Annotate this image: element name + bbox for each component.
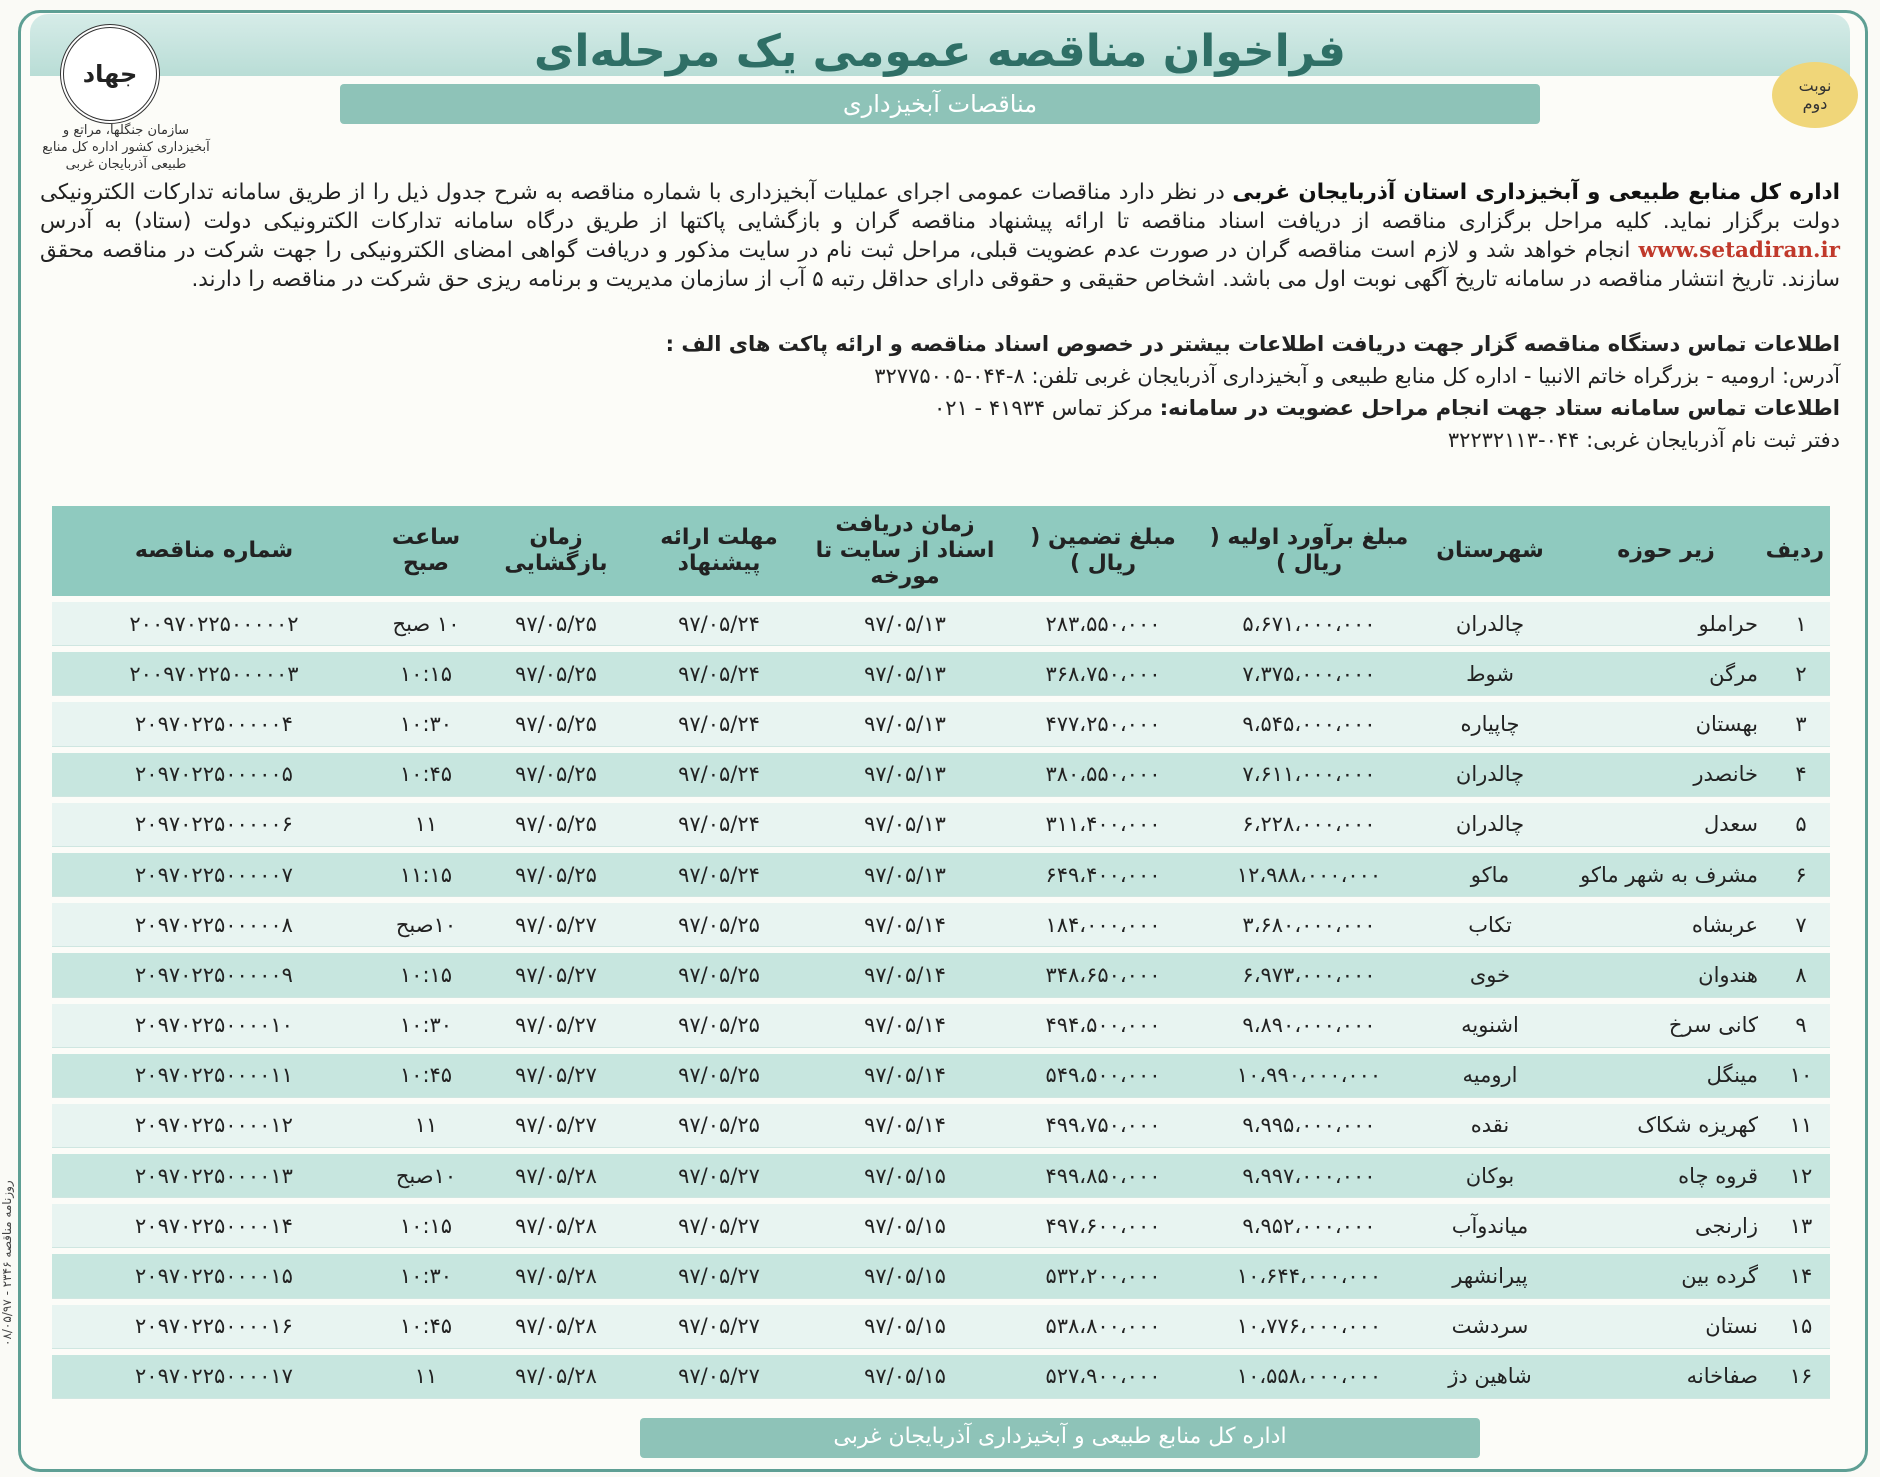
intro-text-2: انجام خواهد شد و لازم است مناقصه گران در صورت عدم عضویت قبلی، مراحل ثبت نام در سایت مذکور و دریافت گواهی امضای الکترونیکی را جهت شرکت در مناقصه محقق سازند. تاریخ انتشار مناقصه در سامانه تاریخ آگهی نوبت اول می باشد. اشخاص حقیقی و حقوقی دارای حداقل رتبه ۵ آب از سازمان مدیریت و برنامه ریزی حق شرکت در مناقصه را دارند.: [40, 238, 1840, 292]
cell-opening: ۹۷/۰۵/۲۸: [476, 1204, 636, 1248]
cell-deadline: ۹۷/۰۵/۲۴: [636, 853, 802, 897]
cell-city: خوی: [1420, 953, 1560, 997]
cell-estimate: ۱۰،۵۵۸،۰۰۰،۰۰۰: [1198, 1355, 1420, 1399]
cell-guarantee: ۵۳۸،۸۰۰،۰۰۰: [1008, 1305, 1198, 1349]
cell-hour: ۱۰:۴۵: [376, 753, 476, 797]
contact-heading-2-text: اطلاعات تماس سامانه ستاد جهت انجام مراحل عضویت در سامانه:: [1159, 396, 1840, 420]
cell-deadline: ۹۷/۰۵/۲۴: [636, 602, 802, 646]
cell-area: هندوان: [1560, 953, 1772, 997]
header-hour: ساعت صبح: [376, 506, 476, 596]
cell-city: چالدران: [1420, 602, 1560, 646]
cell-hour: ۱۱:۱۵: [376, 853, 476, 897]
cell-hour: ۱۰:۳۰: [376, 1254, 476, 1298]
cell-deadline: ۹۷/۰۵/۲۷: [636, 1154, 802, 1198]
cell-receive: ۹۷/۰۵/۱۳: [802, 652, 1008, 696]
cell-receive: ۹۷/۰۵/۱۳: [802, 803, 1008, 847]
cell-city: شاهین دژ: [1420, 1355, 1560, 1399]
cell-receive: ۹۷/۰۵/۱۴: [802, 1104, 1008, 1148]
cell-receive: ۹۷/۰۵/۱۴: [802, 953, 1008, 997]
cell-area: کهریزه شکاک: [1560, 1104, 1772, 1148]
cell-deadline: ۹۷/۰۵/۲۵: [636, 1104, 802, 1148]
cell-hour: ۱۰:۱۵: [376, 1204, 476, 1248]
cell-receive: ۹۷/۰۵/۱۴: [802, 1004, 1008, 1048]
cell-estimate: ۹،۸۹۰،۰۰۰،۰۰۰: [1198, 1004, 1420, 1048]
cell-tender-no: ۲۰۹۷۰۲۲۵۰۰۰۰۱۲: [52, 1104, 376, 1148]
cell-tender-no: ۲۰۹۷۰۲۲۵۰۰۰۰۰۸: [52, 903, 376, 947]
cell-guarantee: ۲۸۳،۵۵۰،۰۰۰: [1008, 602, 1198, 646]
cell-guarantee: ۵۴۹،۵۰۰،۰۰۰: [1008, 1054, 1198, 1098]
cell-city: ارومیه: [1420, 1054, 1560, 1098]
cell-deadline: ۹۷/۰۵/۲۵: [636, 1004, 802, 1048]
cell-deadline: ۹۷/۰۵/۲۷: [636, 1254, 802, 1298]
badge-line-1: نوبت: [1798, 76, 1832, 95]
table-row: [52, 1355, 1830, 1399]
cell-row: ۹: [1772, 1004, 1830, 1048]
cell-estimate: ۹،۹۹۵،۰۰۰،۰۰۰: [1198, 1104, 1420, 1148]
cell-hour: ۱۰صبح: [376, 903, 476, 947]
cell-area: مشرف به شهر ماکو: [1560, 853, 1772, 897]
cell-opening: ۹۷/۰۵/۲۵: [476, 702, 636, 746]
cell-row: ۷: [1772, 903, 1830, 947]
cell-row: ۱۰: [1772, 1054, 1830, 1098]
cell-guarantee: ۱۸۴،۰۰۰،۰۰۰: [1008, 903, 1198, 947]
cell-receive: ۹۷/۰۵/۱۴: [802, 1054, 1008, 1098]
cell-estimate: ۹،۹۹۷،۰۰۰،۰۰۰: [1198, 1154, 1420, 1198]
page-title: فراخوان مناقصه عمومی یک مرحله‌ای: [534, 26, 1346, 77]
cell-deadline: ۹۷/۰۵/۲۷: [636, 1204, 802, 1248]
cell-area: حراملو: [1560, 602, 1772, 646]
header-receive: زمان دریافت اسناد از سایت تا مورخه: [802, 506, 1008, 596]
table-row: [52, 903, 1830, 947]
cell-opening: ۹۷/۰۵/۲۸: [476, 1355, 636, 1399]
header-area: زیر حوزه: [1560, 506, 1772, 596]
table-row: [52, 1104, 1830, 1148]
cell-row: ۴: [1772, 753, 1830, 797]
cell-opening: ۹۷/۰۵/۲۸: [476, 1305, 636, 1349]
cell-guarantee: ۴۷۷،۲۵۰،۰۰۰: [1008, 702, 1198, 746]
cell-guarantee: ۳۸۰،۵۵۰،۰۰۰: [1008, 753, 1198, 797]
contact-heading-1-text: اطلاعات تماس دستگاه مناقصه گزار جهت دریافت اطلاعات بیشتر در خصوص اسناد مناقصه و ارائه پاکت های الف :: [665, 332, 1840, 356]
cell-hour: ۱۰:۴۵: [376, 1054, 476, 1098]
cell-row: ۸: [1772, 953, 1830, 997]
title-band: [30, 14, 1850, 76]
header-opening: زمان بازگشایی: [476, 506, 636, 596]
organization-name: اداره کل منابع طبیعی و آبخیزداری استان آذربایجان غربی: [1232, 180, 1840, 205]
cell-estimate: ۹،۵۴۵،۰۰۰،۰۰۰: [1198, 702, 1420, 746]
cell-row: ۱۵: [1772, 1305, 1830, 1349]
cell-tender-no: ۲۰۹۷۰۲۲۵۰۰۰۰۰۵: [52, 753, 376, 797]
cell-opening: ۹۷/۰۵/۲۷: [476, 1004, 636, 1048]
contact-address: آدرس: ارومیه - بزرگراه خاتم الانبیا - اداره کل منابع طبیعی و آبخیزداری آذربایجان غربی تلفن: ۸-۰۴۴-۳۲۷۷۵۰۰۵: [874, 364, 1840, 388]
cell-row: ۵: [1772, 803, 1830, 847]
cell-row: ۳: [1772, 702, 1830, 746]
cell-deadline: ۹۷/۰۵/۲۷: [636, 1355, 802, 1399]
header-city: شهرستان: [1420, 506, 1560, 596]
cell-area: سعدل: [1560, 803, 1772, 847]
table-row: [52, 702, 1830, 746]
cell-hour: ۱۰:۳۰: [376, 702, 476, 746]
subtitle-band: [340, 84, 1540, 124]
side-note: روزنامه مناقصه ۲۳۴۶ - ۰۸/۰۵/۹۷: [0, 1180, 14, 1346]
cell-tender-no: ۲۰۹۷۰۲۲۵۰۰۰۰۱۴: [52, 1204, 376, 1248]
header-deadline: مهلت ارائه پیشنهاد: [636, 506, 802, 596]
cell-hour: ۱۱: [376, 803, 476, 847]
cell-receive: ۹۷/۰۵/۱۳: [802, 602, 1008, 646]
cell-tender-no: ۲۰۹۷۰۲۲۵۰۰۰۰۰۹: [52, 953, 376, 997]
cell-row: ۱۶: [1772, 1355, 1830, 1399]
header-guarantee: مبلغ تضمین ( ریال ): [1008, 506, 1198, 596]
footer-band: [640, 1418, 1480, 1458]
cell-estimate: ۳،۶۸۰،۰۰۰،۰۰۰: [1198, 903, 1420, 947]
cell-area: نستان: [1560, 1305, 1772, 1349]
cell-receive: ۹۷/۰۵/۱۳: [802, 753, 1008, 797]
table-row: [52, 853, 1830, 897]
setad-url-link[interactable]: www.setadiran.ir: [1638, 238, 1840, 263]
tenders-table: [52, 500, 1830, 1405]
cell-deadline: ۹۷/۰۵/۲۴: [636, 753, 802, 797]
cell-hour: ۱۱: [376, 1355, 476, 1399]
cell-deadline: ۹۷/۰۵/۲۴: [636, 702, 802, 746]
cell-row: ۱۳: [1772, 1204, 1830, 1248]
badge-line-2: دوم: [1802, 94, 1828, 113]
cell-estimate: ۶،۹۷۳،۰۰۰،۰۰۰: [1198, 953, 1420, 997]
cell-tender-no: ۲۰۹۷۰۲۲۵۰۰۰۰۱۱: [52, 1054, 376, 1098]
cell-area: گرده بین: [1560, 1254, 1772, 1298]
table-row: [52, 602, 1830, 646]
cell-tender-no: ۲۰۰۹۷۰۲۲۵۰۰۰۰۰۳: [52, 652, 376, 696]
cell-tender-no: ۲۰۹۷۰۲۲۵۰۰۰۰۱۷: [52, 1355, 376, 1399]
cell-hour: ۱۰:۱۵: [376, 953, 476, 997]
cell-receive: ۹۷/۰۵/۱۵: [802, 1204, 1008, 1248]
cell-opening: ۹۷/۰۵/۲۵: [476, 803, 636, 847]
table-body: [52, 602, 1830, 1399]
cell-tender-no: ۲۰۹۷۰۲۲۵۰۰۰۰۱۳: [52, 1154, 376, 1198]
cell-city: نقده: [1420, 1104, 1560, 1148]
table-row: [52, 803, 1830, 847]
registration-office: دفتر ثبت نام آذربایجان غربی: ۰۴۴-۳۲۲۳۲۱۱۳: [1447, 428, 1840, 452]
cell-receive: ۹۷/۰۵/۱۴: [802, 903, 1008, 947]
cell-deadline: ۹۷/۰۵/۲۴: [636, 652, 802, 696]
header-estimate: مبلغ برآورد اولیه ( ریال ): [1198, 506, 1420, 596]
cell-area: صفاخانه: [1560, 1355, 1772, 1399]
cell-opening: ۹۷/۰۵/۲۵: [476, 602, 636, 646]
cell-opening: ۹۷/۰۵/۲۷: [476, 1104, 636, 1148]
table-row: [52, 652, 1830, 696]
cell-tender-no: ۲۰۹۷۰۲۲۵۰۰۰۰۱۶: [52, 1305, 376, 1349]
cell-estimate: ۱۰،۷۷۶،۰۰۰،۰۰۰: [1198, 1305, 1420, 1349]
cell-city: پیرانشهر: [1420, 1254, 1560, 1298]
cell-city: چاپیاره: [1420, 702, 1560, 746]
contact-center: مرکز تماس ۴۱۹۳۴ - ۰۲۱: [934, 396, 1160, 420]
cell-hour: ۱۱: [376, 1104, 476, 1148]
cell-guarantee: ۵۲۷،۹۰۰،۰۰۰: [1008, 1355, 1198, 1399]
organization-logo: [60, 24, 160, 124]
cell-row: ۲: [1772, 652, 1830, 696]
logo-caption: سازمان جنگلها، مراتع و آبخیزداری کشور اداره کل منابع طبیعی آذربایجان غربی: [42, 123, 210, 172]
cell-deadline: ۹۷/۰۵/۲۴: [636, 803, 802, 847]
intro-text-1: در نظر دارد مناقصات عمومی اجرای عملیات آبخیزداری با شماره مناقصه به شرح جدول ذیل را از طریق سامانه تدارکات الکترونیکی دولت برگزار نماید. کلیه مراحل برگزاری مناقصه از دریافت اسناد مناقصه تا ارائه پیشنهاد مناقصه گران و بازگشایی پاکتها از طریق درگاه سامانه تدارکات الکترونیکی دولت (ستاد) به آدرس: [40, 180, 1840, 234]
cell-estimate: ۷،۳۷۵،۰۰۰،۰۰۰: [1198, 652, 1420, 696]
cell-opening: ۹۷/۰۵/۲۸: [476, 1154, 636, 1198]
footer-text: اداره کل منابع طبیعی و آبخیزداری آذربایجان غربی: [833, 1424, 1287, 1449]
cell-opening: ۹۷/۰۵/۲۵: [476, 652, 636, 696]
cell-hour: ۱۰صبح: [376, 1154, 476, 1198]
cell-guarantee: ۴۹۹،۸۵۰،۰۰۰: [1008, 1154, 1198, 1198]
cell-hour: ۱۰:۴۵: [376, 1305, 476, 1349]
table-row: [52, 1204, 1830, 1248]
cell-city: سردشت: [1420, 1305, 1560, 1349]
cell-guarantee: ۴۹۴،۵۰۰،۰۰۰: [1008, 1004, 1198, 1048]
cell-hour: ۱۰:۱۵: [376, 652, 476, 696]
cell-row: ۱۲: [1772, 1154, 1830, 1198]
contact-heading-2: [40, 394, 1840, 422]
cell-receive: ۹۷/۰۵/۱۳: [802, 702, 1008, 746]
table-row: [52, 753, 1830, 797]
cell-opening: ۹۷/۰۵/۲۸: [476, 1254, 636, 1298]
cell-guarantee: ۴۹۹،۷۵۰،۰۰۰: [1008, 1104, 1198, 1148]
cell-tender-no: ۲۰۹۷۰۲۲۵۰۰۰۰۰۶: [52, 803, 376, 847]
cell-opening: ۹۷/۰۵/۲۷: [476, 1054, 636, 1098]
cell-row: ۱۴: [1772, 1254, 1830, 1298]
cell-area: عربشاه: [1560, 903, 1772, 947]
cell-deadline: ۹۷/۰۵/۲۷: [636, 1305, 802, 1349]
round-badge: [1772, 62, 1858, 128]
cell-deadline: ۹۷/۰۵/۲۵: [636, 1054, 802, 1098]
header-tender-no: شماره مناقصه: [52, 506, 376, 596]
table-row: [52, 1004, 1830, 1048]
cell-receive: ۹۷/۰۵/۱۳: [802, 853, 1008, 897]
table-header-row: [52, 506, 1830, 596]
cell-area: بهستان: [1560, 702, 1772, 746]
cell-tender-no: ۲۰۹۷۰۲۲۵۰۰۰۰۰۷: [52, 853, 376, 897]
cell-city: چالدران: [1420, 753, 1560, 797]
cell-estimate: ۶،۲۲۸،۰۰۰،۰۰۰: [1198, 803, 1420, 847]
cell-area: قروه چاه: [1560, 1154, 1772, 1198]
cell-opening: ۹۷/۰۵/۲۷: [476, 953, 636, 997]
cell-guarantee: ۵۳۲،۲۰۰،۰۰۰: [1008, 1254, 1198, 1298]
cell-guarantee: ۶۴۹،۴۰۰،۰۰۰: [1008, 853, 1198, 897]
cell-estimate: ۵،۶۷۱،۰۰۰،۰۰۰: [1198, 602, 1420, 646]
cell-hour: ۱۰ صبح: [376, 602, 476, 646]
table-row: [52, 1154, 1830, 1198]
cell-city: تکاب: [1420, 903, 1560, 947]
cell-tender-no: ۲۰۹۷۰۲۲۵۰۰۰۰۱۰: [52, 1004, 376, 1048]
table-row: [52, 1305, 1830, 1349]
cell-tender-no: ۲۰۹۷۰۲۲۵۰۰۰۰۱۵: [52, 1254, 376, 1298]
cell-area: زارنجی: [1560, 1204, 1772, 1248]
logo-text: جهاد: [82, 60, 138, 88]
cell-area: کانی سرخ: [1560, 1004, 1772, 1048]
header-row-number: ردیف: [1772, 506, 1830, 596]
cell-row: ۱: [1772, 602, 1830, 646]
cell-opening: ۹۷/۰۵/۲۷: [476, 903, 636, 947]
cell-opening: ۹۷/۰۵/۲۵: [476, 853, 636, 897]
cell-receive: ۹۷/۰۵/۱۵: [802, 1305, 1008, 1349]
cell-deadline: ۹۷/۰۵/۲۵: [636, 903, 802, 947]
cell-city: بوکان: [1420, 1154, 1560, 1198]
table-row: [52, 1054, 1830, 1098]
cell-guarantee: ۴۹۷،۶۰۰،۰۰۰: [1008, 1204, 1198, 1248]
page-subtitle: مناقصات آبخیزداری: [842, 90, 1038, 118]
table-row: [52, 1254, 1830, 1298]
cell-estimate: ۱۰،۹۹۰،۰۰۰،۰۰۰: [1198, 1054, 1420, 1098]
cell-estimate: ۱۰،۶۴۴،۰۰۰،۰۰۰: [1198, 1254, 1420, 1298]
cell-tender-no: ۲۰۰۹۷۰۲۲۵۰۰۰۰۰۲: [52, 602, 376, 646]
contact-heading-1: [40, 330, 1840, 358]
cell-estimate: ۱۲،۹۸۸،۰۰۰،۰۰۰: [1198, 853, 1420, 897]
cell-receive: ۹۷/۰۵/۱۵: [802, 1154, 1008, 1198]
cell-row: ۱۱: [1772, 1104, 1830, 1148]
cell-area: مینگل: [1560, 1054, 1772, 1098]
cell-area: مرگن: [1560, 652, 1772, 696]
table-row: [52, 953, 1830, 997]
cell-opening: ۹۷/۰۵/۲۵: [476, 753, 636, 797]
cell-estimate: ۷،۶۱۱،۰۰۰،۰۰۰: [1198, 753, 1420, 797]
cell-tender-no: ۲۰۹۷۰۲۲۵۰۰۰۰۰۴: [52, 702, 376, 746]
cell-city: ماکو: [1420, 853, 1560, 897]
cell-receive: ۹۷/۰۵/۱۵: [802, 1254, 1008, 1298]
cell-city: میاندوآب: [1420, 1204, 1560, 1248]
cell-hour: ۱۰:۳۰: [376, 1004, 476, 1048]
cell-estimate: ۹،۹۵۲،۰۰۰،۰۰۰: [1198, 1204, 1420, 1248]
cell-receive: ۹۷/۰۵/۱۵: [802, 1355, 1008, 1399]
cell-guarantee: ۳۱۱،۴۰۰،۰۰۰: [1008, 803, 1198, 847]
cell-city: چالدران: [1420, 803, 1560, 847]
cell-deadline: ۹۷/۰۵/۲۵: [636, 953, 802, 997]
cell-row: ۶: [1772, 853, 1830, 897]
cell-city: شوط: [1420, 652, 1560, 696]
intro-paragraph: [40, 178, 1840, 294]
cell-guarantee: ۳۴۸،۶۵۰،۰۰۰: [1008, 953, 1198, 997]
cell-guarantee: ۳۶۸،۷۵۰،۰۰۰: [1008, 652, 1198, 696]
cell-area: خانصدر: [1560, 753, 1772, 797]
cell-city: اشنویه: [1420, 1004, 1560, 1048]
